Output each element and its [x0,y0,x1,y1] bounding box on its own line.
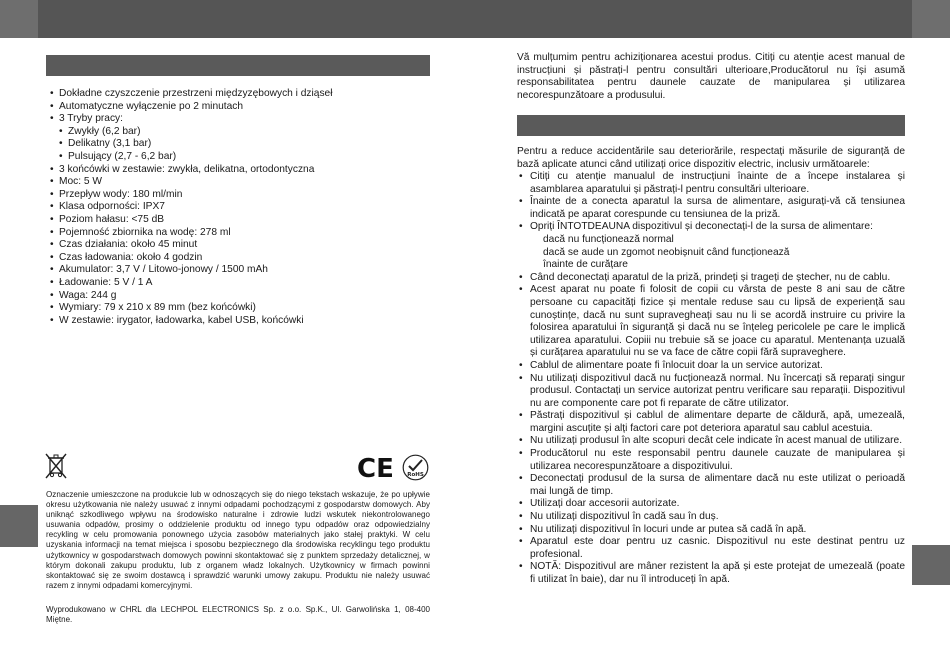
bullet-icon: • [519,448,523,460]
bullet-icon: • [519,498,523,510]
bullet-icon: • [50,251,54,263]
spec-item-text: 3 Tryby pracy: [59,113,123,125]
spec-item [50,201,430,214]
spec-item-text: Pojemność zbiornika na wodę: 278 ml [59,226,231,238]
safety-item-text: Nu utilizați dispozitivul dacă nu fucționează normal. Nu încercați să reparați singur produsul. Contactați un service autorizat pentru verificare sau reparații. Dispozitivul nu are componente care pot fi reparate de către utilizator. [530,372,905,409]
spec-item [50,290,430,303]
safety-item-text: Deconectați produsul de la sursa de alimentare dacă nu este utilizat o perioadă mai lungă de timp. [530,473,905,497]
spec-item-text: Delikatny (3,1 bar) [68,138,152,150]
safety-item [517,536,905,561]
bullet-icon: • [519,410,523,422]
ce-mark-icon [357,454,399,480]
bullet-icon: • [50,100,54,112]
spec-item [50,176,430,189]
bullet-icon: • [519,372,523,384]
bullet-icon: • [519,536,523,548]
spec-item [50,227,430,240]
safety-item [517,373,905,411]
safety-sub-item [517,259,905,272]
bullet-icon: • [50,188,54,200]
page-tab-right [912,545,950,585]
safety-item [517,473,905,498]
safety-item [517,196,905,221]
bullet-icon: • [59,138,63,150]
spec-item [50,138,430,151]
safety-item-text: Cablul de alimentare poate fi înlocuit doar la un service autorizat. [530,359,823,371]
safety-item-text: Nu utilizați dispozitivul în cadă sau în duș. [530,511,719,523]
page-tab-top-left [0,0,38,38]
bullet-icon: • [59,150,63,162]
spec-item-text: Wymiary: 79 x 210 x 89 mm (bez końcówki) [59,302,256,314]
bullet-icon: • [50,176,54,188]
safety-item [517,284,905,360]
spec-item [50,252,430,265]
section-header-bar-safety [517,115,905,136]
spec-item-text: Moc: 5 W [59,176,103,188]
safety-item-text: Utilizați doar accesorii autorizate. [530,498,680,510]
spec-item-text: Akumulator: 3,7 V / Litowo-jonowy / 1500 mAh [59,264,268,276]
bullet-icon: • [50,201,54,213]
spec-item-text: Poziom hałasu: <75 dB [59,213,165,225]
safety-item [517,435,905,448]
safety-item-text: Opriți ÎNTOTDEAUNA dispozitivul și deconectați-l de la sursa de alimentare: [530,221,873,233]
safety-item-text: înainte de curățare [543,259,628,271]
svg-text:CE: CE [357,454,394,480]
safety-item-text: Când deconectați aparatul de la priză, prindeți și trageți de ștecher, nu de cablu. [530,271,891,283]
safety-intro-paragraph: Pentru a reduce accidentările sau deteriorările, respectați măsurile de siguranță de bază aplicate atunci când utilizați orice dispozitiv electric, inclusiv următoarele: [517,146,905,170]
safety-item-text: Aparatul este doar pentru uz casnic. Dispozitivul nu este destinat pentru uz profesional. [530,536,905,560]
safety-item [517,272,905,285]
safety-item [517,221,905,234]
spec-item [50,113,430,126]
spec-item [50,239,430,252]
spec-item [50,126,430,139]
safety-item [517,171,905,196]
bullet-icon: • [50,239,54,251]
bullet-icon: • [519,221,523,233]
bullet-icon: • [50,276,54,288]
safety-item-text: Citiți cu atenție manualul de instrucțiuni înainte de a începe instalarea și asamblarea aparatului și păstrați-l pentru consultări ulterioare. [530,171,905,195]
spec-list [50,88,430,327]
spec-item-text: Klasa odporności: IPX7 [59,201,165,213]
bullet-icon: • [519,473,523,485]
spec-item-text: Czas działania: około 45 minut [59,239,198,251]
safety-sub-item [517,247,905,260]
weee-disclaimer-text: Oznaczenie umieszczone na produkcie lub w odnoszących się do niego tekstach wskazuje, że po upływie okresu użytkowania nie należy usuwać z innymi odpadami pochodzącymi z gospodarstw domowych. Aby uniknąć szkodliwego wpływu na środowisko naturalne i zdrowie ludzi wskutek niekontrolowanego usuwania odpadów, prosimy o oddzielenie produktu od innego typu odpadów oraz odpowiedzialny recykling w celu promowania ponownego użycia zasobów materialnych jako stałej praktyki. W celu uzyskania informacji na temat miejsca i sposobu bezpiecznego dla środowiska recyklingu tego produktu użytkownicy w gospodarstwach domowych powinni skontaktować się z punktem sprzedaży detalicznej, w którym dokonali zakupu produktu, lub z organem władz lokalnych. Użytkownicy w firmach powinni skontaktować się ze swoim dostawcą i sprawdzić warunki umowy zakupu. Produktu nie należy usuwać razem z innymi odpadami komercyjnymi. [46,490,430,590]
bullet-icon: • [50,226,54,238]
bullet-icon: • [50,289,54,301]
bullet-icon: • [519,511,523,523]
spec-item [50,164,430,177]
safety-item-text: Producătorul nu este responsabil pentru daunele cauzate de manipularea și utilizarea necorespunzătoare a dispozitivului. [530,448,905,472]
spec-item [50,264,430,277]
bullet-icon: • [519,561,523,573]
bullet-icon: • [50,88,54,99]
bullet-icon: • [519,271,523,283]
page-tab-left [0,505,38,547]
safety-item [517,498,905,511]
bullet-icon: • [59,125,63,137]
weee-bin-icon [44,452,68,480]
bullet-icon: • [50,163,54,175]
spec-item [50,214,430,227]
safety-item [517,360,905,373]
spec-item-text: Zwykły (6,2 bar) [68,125,141,137]
safety-item-text: Înainte de a conecta aparatul la sursa de alimentare, asigurați-vă că tensiunea indicată pe aparat corespunde cu tensiunea de la priză. [530,196,905,220]
bullet-icon: • [50,213,54,225]
safety-item [517,511,905,524]
page-tab-top-right [912,0,950,38]
spec-item-text: Waga: 244 g [59,289,117,301]
spec-item [50,315,430,328]
bullet-icon: • [519,435,523,447]
spec-item [50,302,430,315]
safety-item [517,448,905,473]
bullet-icon: • [519,359,523,371]
spec-item [50,189,430,202]
spec-item [50,151,430,164]
bullet-icon: • [519,196,523,208]
spec-item-text: Dokładne czyszczenie przestrzeni międzyzębowych i dziąseł [59,88,333,99]
spec-item-text: Ładowanie: 5 V / 1 A [59,276,153,288]
spec-item [50,277,430,290]
spec-item-text: Przepływ wody: 180 ml/min [59,188,183,200]
manufacturer-info-text: Wyprodukowano w CHRL dla LECHPOL ELECTRONICS Sp. z o.o. Sp.K., Ul. Garwolińska 1, 08-400 Miętne. [46,605,430,625]
safety-item-text: dacă nu funcționează normal [543,233,674,245]
spec-item [50,101,430,114]
safety-item-text: Nu utilizați dispozitivul în locuri unde ar putea să cadă în apă. [530,523,807,535]
bullet-icon: • [519,171,523,182]
section-header-bar-specs [46,55,430,76]
svg-text:RoHS: RoHS [407,472,424,478]
spec-item-text: Czas ładowania: około 4 godzin [59,251,203,263]
safety-list [517,171,905,587]
spec-item-text: Pulsujący (2,7 - 6,2 bar) [68,150,177,162]
safety-item-text: NOTĂ: Dispozitivul are mâner rezistent la apă și este protejat de umezeală (poate fi utilizat în baie), dar nu îl introduceți în apă. [530,561,905,585]
safety-item-text: Nu utilizați produsul în alte scopuri decât cele indicate în acest manual de utilizare. [530,435,903,447]
rohs-icon [402,454,429,481]
spec-item-text: Automatyczne wyłączenie po 2 minutach [59,100,244,112]
spec-item-text: 3 końcówki w zestawie: zwykła, delikatna, ortodontyczna [59,163,315,175]
bullet-icon: • [50,314,54,326]
bullet-icon: • [50,264,54,276]
safety-sub-item [517,234,905,247]
safety-item [517,524,905,537]
spec-item [50,88,430,101]
safety-item-text: Acest aparat nu poate fi folosit de copii cu vârsta de peste 8 ani sau de către persoane cu capacități fizice și mentale reduse sau cu lipsă de experiență sau cunoștințe, dacă nu sunt supravegheați sau nu li se acordă instruire cu privire la folosirea aparatului în siguranță și dacă nu se înțeleg pericolele pe care le implică utilizarea aparatului. Copiii nu trebuie să se joace cu aparatul. Mentenanța uzuală și curățarea aparatului nu se va face de către copii fără supraveghere. [530,284,905,359]
spec-item-text: W zestawie: irygator, ładowarka, kabel USB, końcówki [59,314,304,326]
safety-item [517,561,905,586]
bullet-icon: • [50,113,54,125]
safety-item-text: dacă se aude un zgomot neobișnuit când funcționează [543,246,790,258]
safety-item [517,410,905,435]
top-header-bar [0,0,950,38]
bullet-icon: • [50,302,54,314]
bullet-icon: • [519,523,523,535]
bullet-icon: • [519,284,523,296]
intro-paragraph: Vă mulțumim pentru achiziționarea acestui produs. Citiți cu atenție acest manual de instrucțiuni și păstrați-l pentru consultări ulterioare,Producătorul nu își asumă responsabilitatea pentru daunele cauzate de manipularea și utilizarea necorespunzătoare a produsului. [517,52,905,101]
safety-item-text: Păstrați dispozitivul și cablul de alimentare departe de căldură, apă, umezeală, margini ascuțite și alți factori care pot deteriora aparatul sau cablul acestuia. [530,410,905,434]
